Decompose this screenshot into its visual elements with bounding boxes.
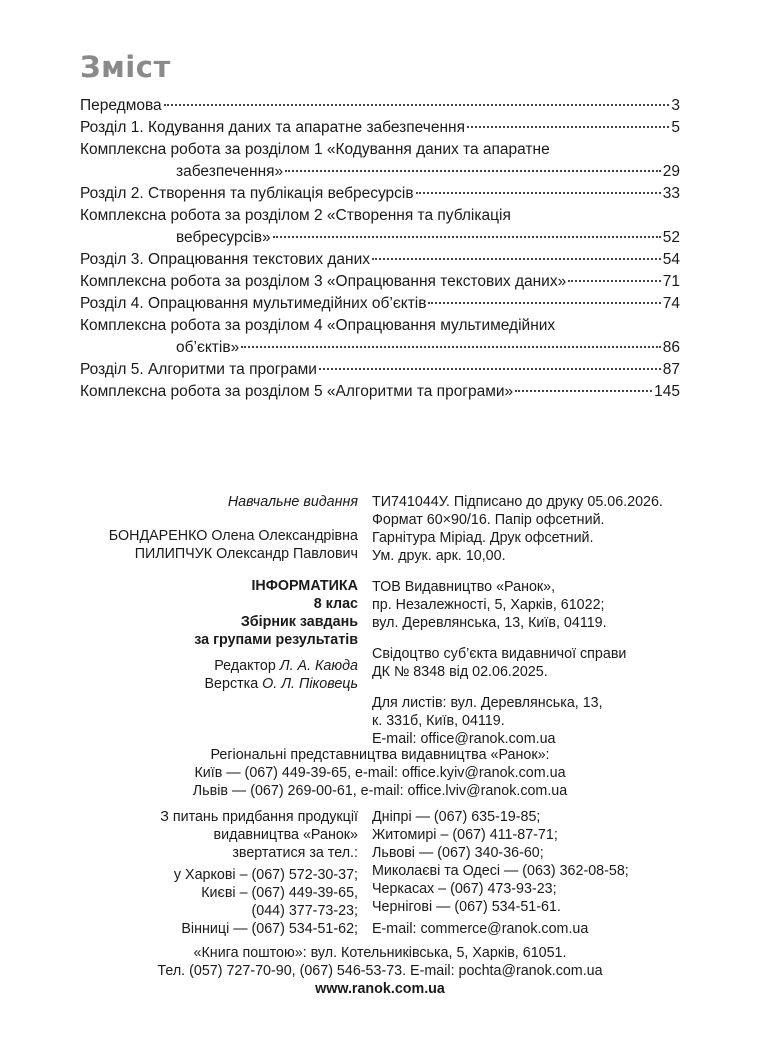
toc-leader-dots (467, 126, 669, 128)
phone-cherkasy: Черкасах – (067) 473-93-23; (372, 881, 557, 897)
phone-mykolaiv-odesa: Миколаєві та Одесі — (063) 362-08-58; (372, 863, 629, 879)
toc-entry-page: 33 (662, 185, 680, 202)
publisher-line: вул. Деревлянська, 13, Київ, 04119. (372, 615, 607, 631)
toc-entry (80, 361, 680, 383)
phone-zhytomyr: Житомирі – (067) 411-87-71; (372, 827, 558, 843)
phone-vinnytsia: Вінниці — (067) 534-51-62; (181, 921, 358, 937)
regional-lviv: Львів — (067) 269-00-61, e-mail: office.lviv@ranok.com.ua (192, 783, 568, 799)
toc-entry (80, 383, 680, 405)
author-2: ПИЛИПЧУК Олександр Павлович (134, 546, 358, 562)
print-spec-line: Ум. друк. арк. 10,00. (372, 548, 506, 564)
toc-entry-label-line1: Комплексна робота за розділом 4 «Опрацювання мультимедійних (80, 317, 556, 334)
toc-entry-label: Комплексна робота за розділом 3 «Опрацювання текстових даних» (80, 273, 567, 290)
toc-entry (80, 273, 680, 295)
toc-entry-page: 145 (654, 383, 680, 400)
toc-entry-label: Розділ 3. Опрацювання текстових даних (80, 251, 371, 268)
phone-kyiv-2: (044) 377-73-23; (251, 903, 358, 919)
footer (80, 944, 680, 998)
toc-leader-dots (372, 258, 661, 260)
purchase-intro: З питань придбання продукції (160, 809, 358, 825)
toc-entry-label-line2: забезпечення» (176, 163, 284, 180)
toc-entry-page: 29 (662, 163, 680, 180)
toc-entry-page: 86 (662, 339, 680, 356)
toc-entry (80, 185, 680, 207)
book-subtitle-2: за групами результатів (194, 632, 358, 648)
layout-credit (80, 675, 358, 693)
page-title: Зміст (80, 50, 171, 84)
editor-name: Л. А. Каюда (279, 658, 358, 674)
toc-entry-label: Комплексна робота за розділом 5 «Алгоритми та програми» (80, 383, 514, 400)
toc-entry-label-line1: Комплексна робота за розділом 2 «Створення та публікація (80, 207, 511, 224)
toc-entry-label: Розділ 5. Алгоритми та програми (80, 361, 317, 378)
imprint-book-info (80, 493, 358, 693)
toc-entry-label-line2: об’єктів» (176, 339, 240, 356)
toc-entry-page: 3 (671, 97, 680, 114)
toc-entry (80, 251, 680, 273)
toc-entry-page: 52 (662, 229, 680, 246)
certificate-line: ДК № 8348 від 02.06.2025. (372, 664, 548, 680)
toc-leader-dots (428, 302, 660, 304)
publisher-line: пр. Незалежності, 5, Харків, 61022; (372, 597, 605, 613)
editor-role: Редактор (214, 658, 276, 674)
edition-type: Навчальне видання (227, 494, 358, 510)
book-grade: 8 клас (313, 596, 358, 612)
regional-kyiv: Київ — (067) 449-39-65, e-mail: office.kyiv@ranok.com.ua (194, 765, 566, 781)
toc-entry-label: Розділ 4. Опрацювання мультимедійних об’єктів (80, 295, 427, 312)
toc-entry-label: Розділ 1. Кодування даних та апаратне забезпечення (80, 119, 465, 136)
phone-dnipro: Дніпрі — (067) 635-19-85; (372, 809, 541, 825)
toc-leader-dots (164, 104, 670, 106)
toc-entry-page: 5 (671, 119, 680, 136)
toc-leader-dots (241, 346, 661, 348)
toc-entry (80, 295, 680, 317)
toc-entry-label: Передмова (80, 97, 162, 114)
print-spec-line: Гарнітура Міріад. Друк офсетний. (372, 530, 594, 546)
toc-entry (80, 119, 680, 141)
publisher-line: ТОВ Видавництво «Ранок», (372, 579, 556, 595)
toc-leader-dots (416, 192, 661, 194)
book-title: ІНФОРМАТИКА (251, 578, 358, 594)
toc-entry-page: 87 (662, 361, 680, 378)
toc-leader-dots (515, 390, 652, 392)
purchase-intro: видавництва «Ранок» (213, 827, 358, 843)
certificate-line: Свідоцтво суб’єкта видавничої справи (372, 646, 627, 662)
toc-entry-label: Розділ 2. Створення та публікація вебресурсів (80, 185, 414, 202)
toc-entry-page: 74 (662, 295, 680, 312)
editor-credit (80, 657, 358, 675)
regional-heading: Регіональні представництва видавництва «Ранок»: (210, 747, 550, 763)
author-1: БОНДАРЕНКО Олена Олександрівна (108, 528, 358, 544)
toc-entry (80, 163, 680, 185)
phone-chernihiv: Чернігові — (067) 534-51-61. (372, 899, 561, 915)
phone-kyiv: Києві – (067) 449-39-65, (201, 885, 358, 901)
mail-order-line: «Книга поштою»: вул. Котельниківська, 5, Харків, 61051. (193, 945, 567, 961)
toc-entry-page: 54 (662, 251, 680, 268)
print-spec-line: ТИ741044У. Підписано до друку 05.06.2026. (372, 494, 663, 510)
office-email: E-mail: office@ranok.com.ua (372, 731, 556, 747)
phone-kharkiv: у Харкові – (067) 572-30-37; (173, 867, 358, 883)
layout-name: О. Л. Піковець (262, 676, 358, 692)
toc-entry (80, 97, 680, 119)
book-subtitle-1: Збірник завдань (240, 614, 358, 630)
toc-leader-dots (285, 170, 661, 172)
toc-entry-label-line2: вебресурсів» (176, 229, 271, 246)
purchase-contacts-right (372, 808, 692, 938)
purchase-contacts-left (80, 808, 358, 938)
phone-lviv: Львові — (067) 340-36-60; (372, 845, 544, 861)
letters-address-line: Для листів: вул. Деревлянська, 13, (372, 695, 603, 711)
commerce-email: E-mail: commerce@ranok.com.ua (372, 921, 589, 937)
layout-role: Верстка (204, 676, 259, 692)
toc-entry-label-line1: Комплексна робота за розділом 1 «Кодування даних та апаратне (80, 141, 550, 158)
toc-leader-dots (319, 368, 661, 370)
print-spec-line: Формат 60×90/16. Папір офсетний. (372, 512, 605, 528)
letters-address-line: к. 331б, Київ, 04119. (372, 713, 505, 729)
toc-entry (80, 339, 680, 361)
regional-offices (80, 746, 680, 800)
toc-leader-dots (568, 280, 661, 282)
toc-leader-dots (273, 236, 661, 238)
toc-entry (80, 229, 680, 251)
toc-entry-page: 71 (662, 273, 680, 290)
purchase-intro: звертатися за тел.: (232, 845, 358, 861)
footer-phones: Тел. (057) 727-70-90, (067) 546-53-73. E-mail: pochta@ranok.com.ua (157, 963, 603, 979)
imprint-print-info (372, 493, 692, 748)
website-link: www.ranok.com.ua (315, 981, 445, 997)
table-of-contents (80, 97, 680, 405)
